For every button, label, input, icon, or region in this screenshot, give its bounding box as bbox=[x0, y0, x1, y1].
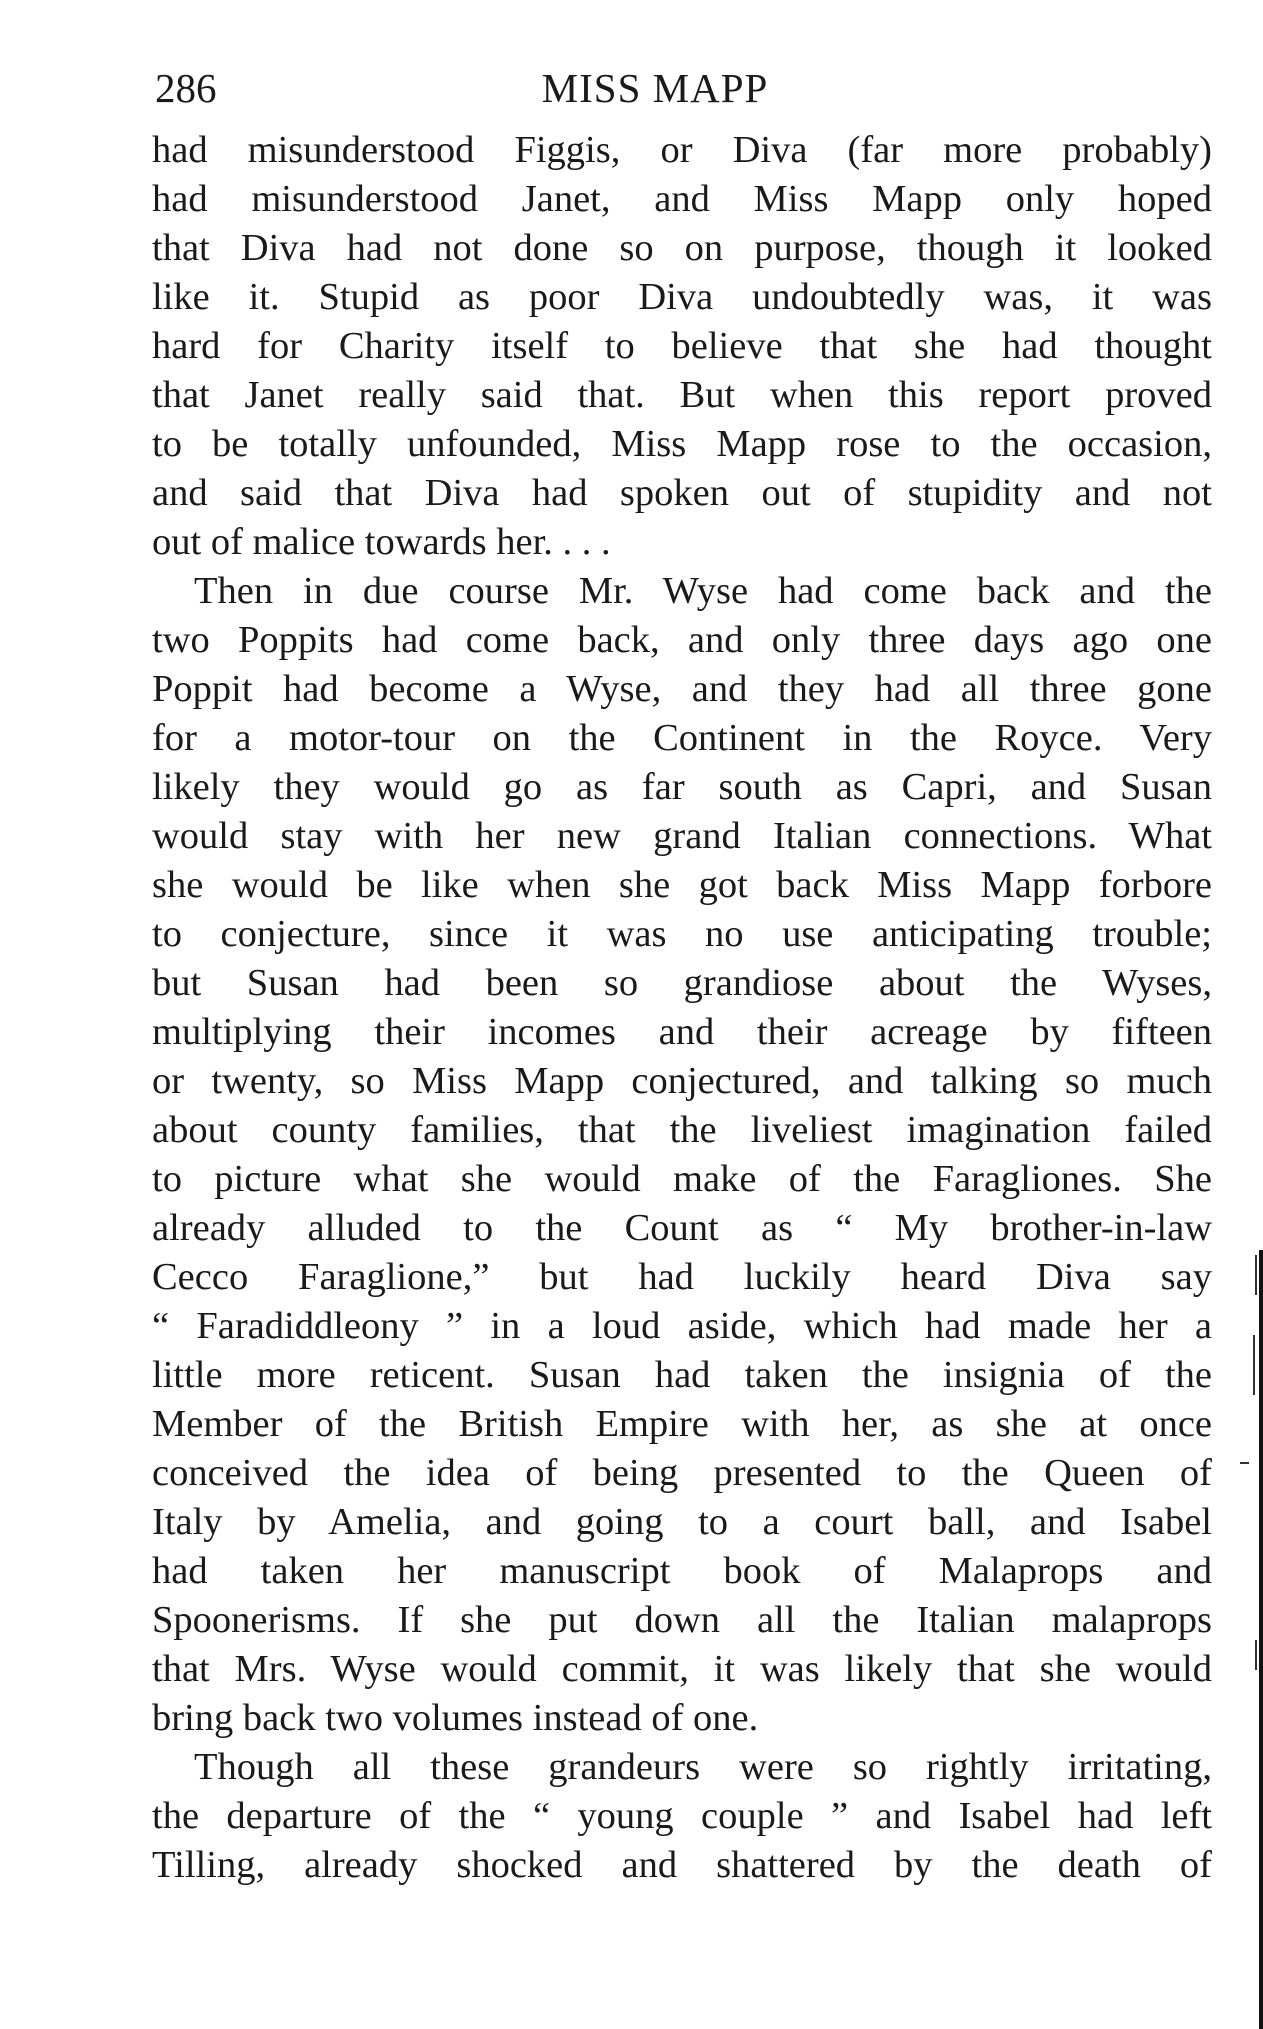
body-text bbox=[152, 126, 1212, 1890]
text-line: “ Faradiddleony ” in a loud aside, which had made her a bbox=[152, 1305, 1212, 1347]
text-line: two Poppits had come back, and only three days ago one bbox=[152, 619, 1212, 661]
text-line: or twenty, so Miss Mapp conjectured, and talking so much bbox=[152, 1060, 1212, 1102]
page-number: 286 bbox=[155, 65, 217, 111]
text-line: about county families, that the liveliest imagination failed bbox=[152, 1109, 1212, 1151]
text-line: had misunderstood Figgis, or Diva (far more probably) bbox=[152, 129, 1212, 171]
text-line: to conjecture, since it was no use anticipating trouble; bbox=[152, 913, 1212, 955]
text-line: Cecco Faraglione,” but had luckily heard Diva say bbox=[152, 1256, 1212, 1298]
text-line: multiplying their incomes and their acreage by fifteen bbox=[152, 1011, 1212, 1053]
text-line: to picture what she would make of the Faragliones. She bbox=[152, 1158, 1212, 1200]
text-line: to be totally unfounded, Miss Mapp rose to the occasion, bbox=[152, 423, 1212, 465]
text-line: bring back two volumes instead of one. bbox=[152, 1697, 759, 1739]
scan-artifact bbox=[1255, 1640, 1257, 1670]
text-line: Spoonerisms. If she put down all the Italian malaprops bbox=[152, 1599, 1212, 1641]
running-head bbox=[155, 60, 1215, 116]
scan-artifact bbox=[1255, 1255, 1257, 1295]
text-line: likely they would go as far south as Capri, and Susan bbox=[152, 766, 1212, 808]
text-line: Then in due course Mr. Wyse had come back and the bbox=[194, 570, 1212, 612]
text-line: she would be like when she got back Miss Mapp forbore bbox=[152, 864, 1212, 906]
scan-artifact bbox=[1253, 1335, 1255, 1395]
text-line: out of malice towards her. . . . bbox=[152, 521, 611, 563]
text-line: that Diva had not done so on purpose, though it looked bbox=[152, 227, 1212, 269]
text-line: had misunderstood Janet, and Miss Mapp only hoped bbox=[152, 178, 1212, 220]
text-line: that Mrs. Wyse would commit, it was likely that she would bbox=[152, 1648, 1212, 1690]
text-line: that Janet really said that. But when this report proved bbox=[152, 374, 1212, 416]
running-title: MISS MAPP bbox=[541, 65, 769, 111]
text-line: Tilling, already shocked and shattered by the death of bbox=[152, 1844, 1212, 1886]
text-line: the departure of the “ young couple ” and Isabel had left bbox=[152, 1795, 1212, 1837]
text-line: like it. Stupid as poor Diva undoubtedly was, it was bbox=[152, 276, 1212, 318]
text-line: Italy by Amelia, and going to a court ball, and Isabel bbox=[152, 1501, 1212, 1543]
text-line: Member of the British Empire with her, as she at once bbox=[152, 1403, 1212, 1445]
text-line: conceived the idea of being presented to the Queen of bbox=[152, 1452, 1212, 1494]
text-line: and said that Diva had spoken out of stupidity and not bbox=[152, 472, 1212, 514]
text-line: for a motor-tour on the Continent in the Royce. Very bbox=[152, 717, 1212, 759]
text-line: little more reticent. Susan had taken the insignia of the bbox=[152, 1354, 1212, 1396]
text-line: had taken her manuscript book of Malaprops and bbox=[152, 1550, 1212, 1592]
text-line: Though all these grandeurs were so rightly irritating, bbox=[194, 1746, 1212, 1788]
page-edge-shadow bbox=[1259, 1250, 1263, 2029]
text-line: but Susan had been so grandiose about the Wyses, bbox=[152, 962, 1212, 1004]
text-line: Poppit had become a Wyse, and they had all three gone bbox=[152, 668, 1212, 710]
scan-artifact bbox=[1240, 1462, 1249, 1464]
text-line: would stay with her new grand Italian connections. What bbox=[152, 815, 1212, 857]
text-line: hard for Charity itself to believe that she had thought bbox=[152, 325, 1212, 367]
text-line: already alluded to the Count as “ My brother-in-law bbox=[152, 1207, 1212, 1249]
